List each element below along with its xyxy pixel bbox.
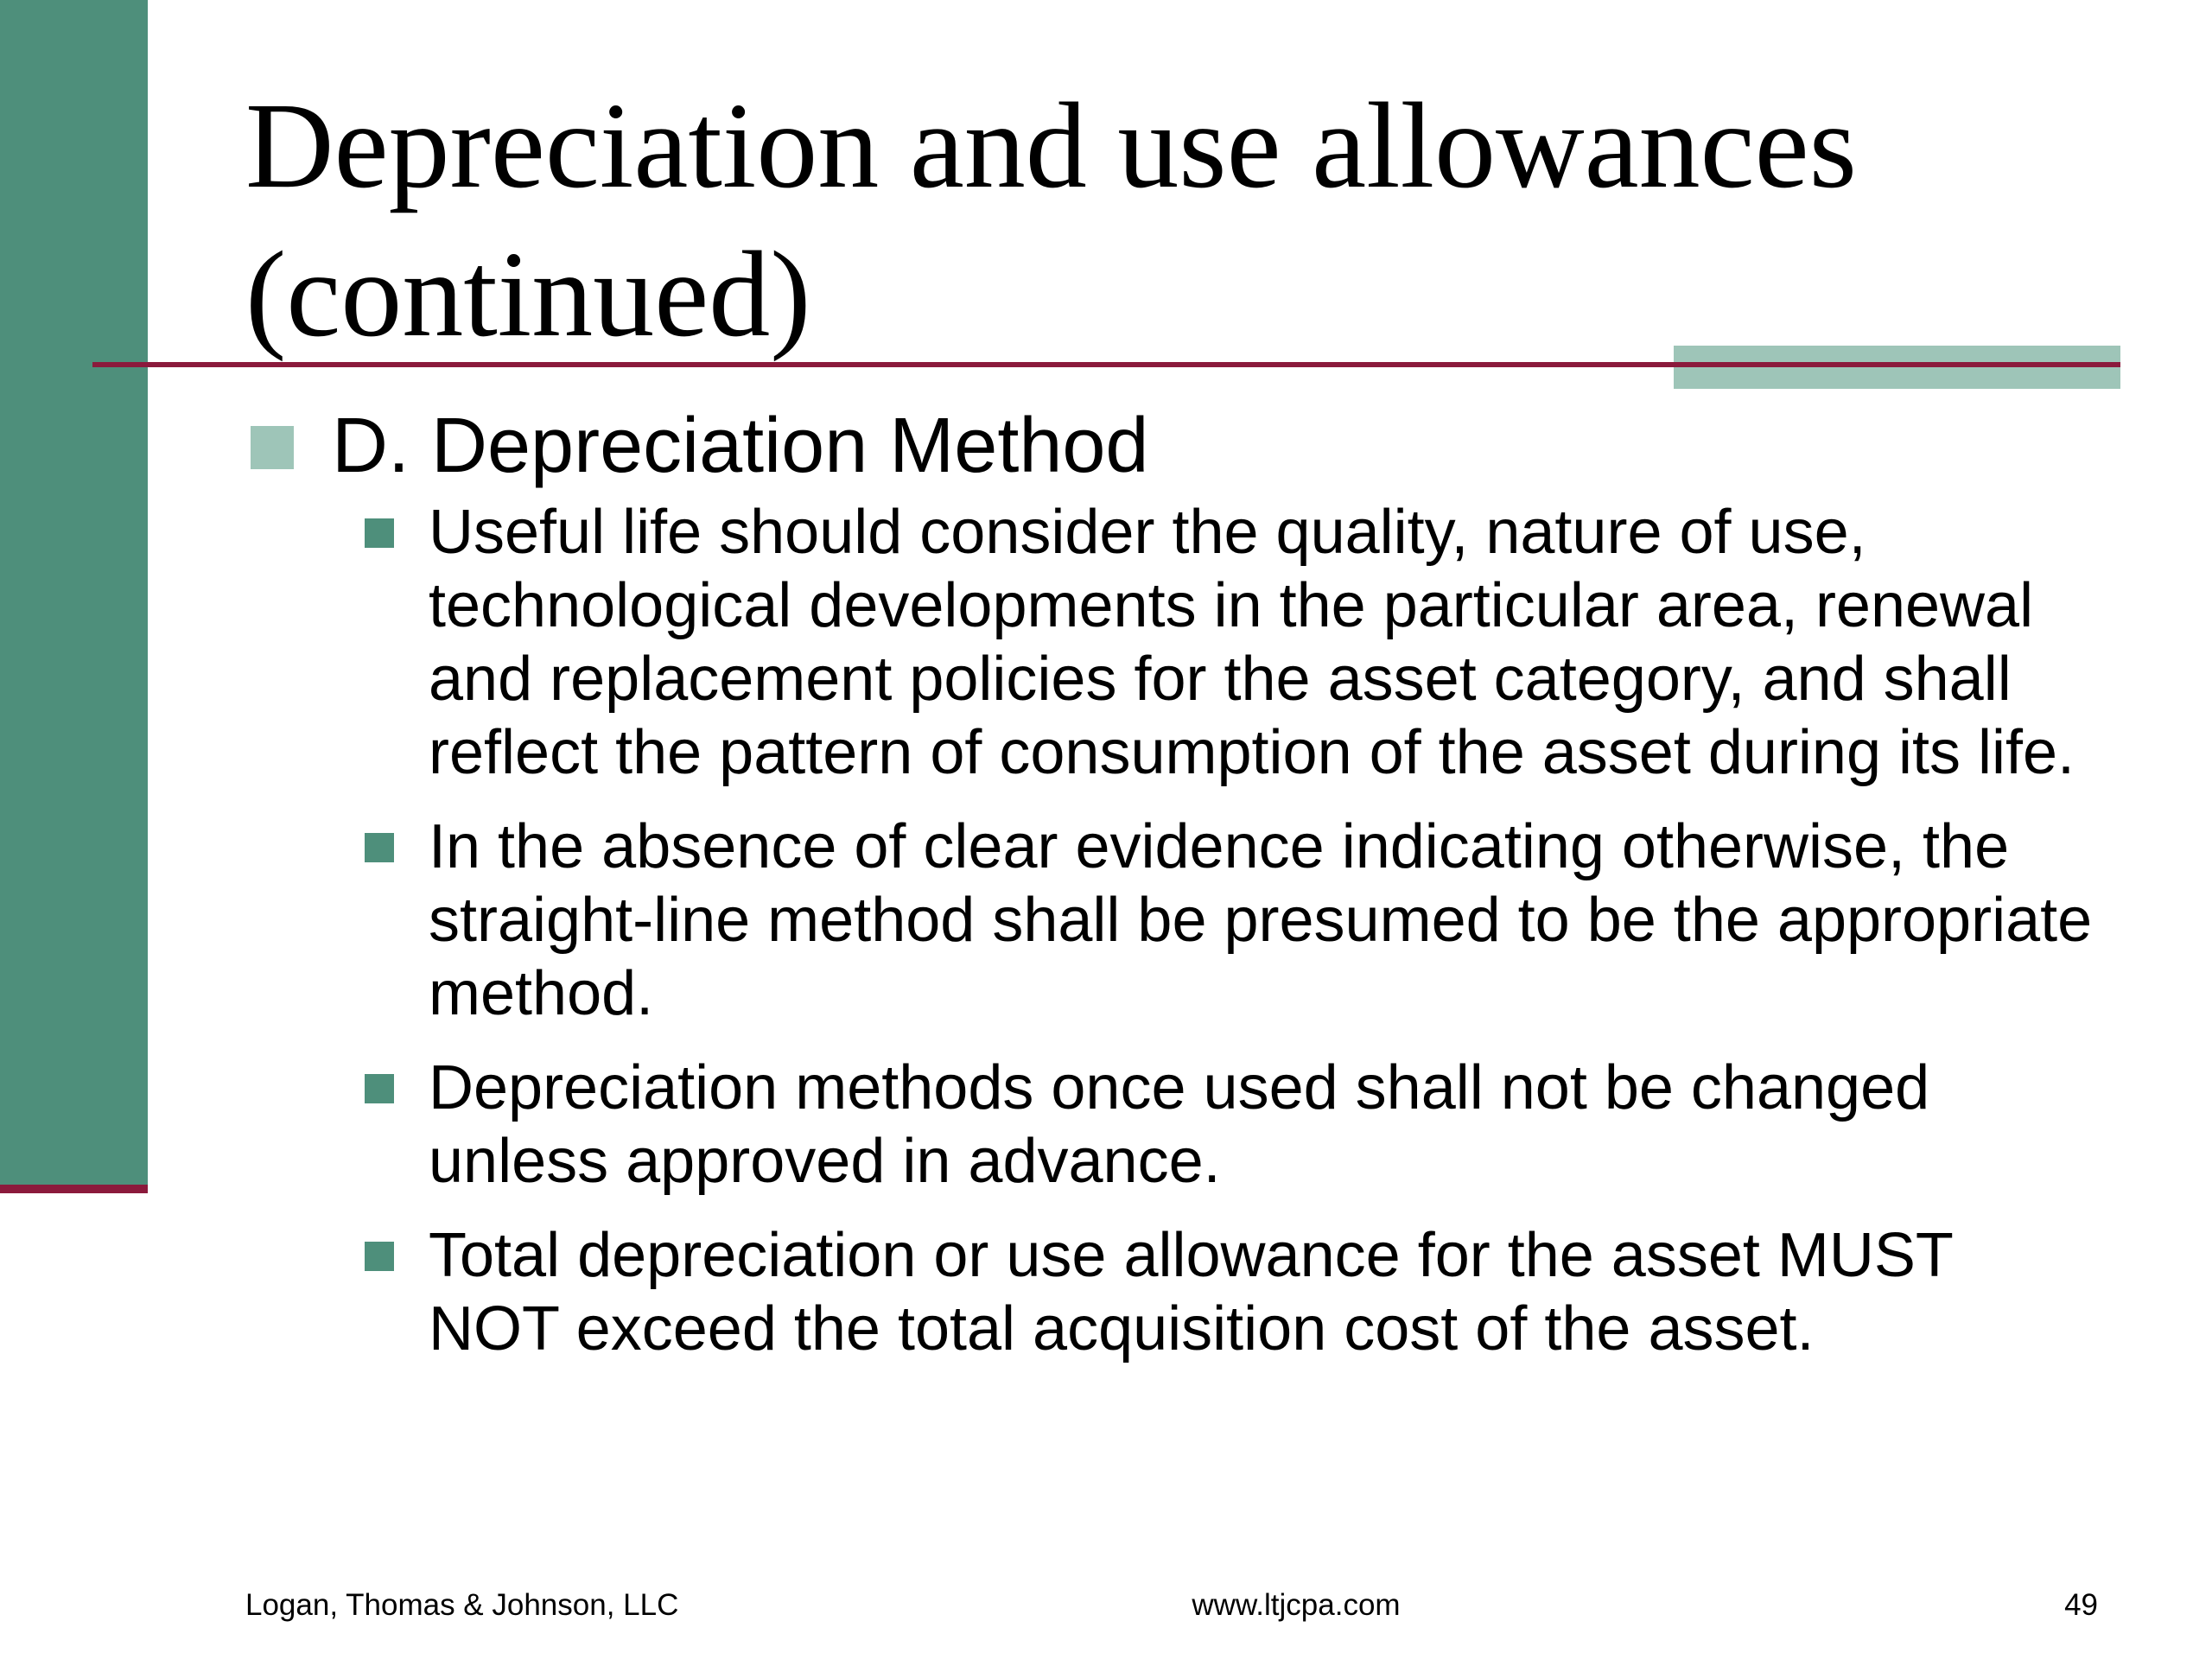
list-item: [365, 810, 2100, 1031]
bullet-text: Total depreciation or use allowance for the asset MUST NOT exceed the total acquisition cost of the asset.: [429, 1221, 1953, 1363]
title-line-2: (continued): [245, 226, 811, 362]
square-bullet-icon: [365, 1074, 394, 1103]
slide-title: [245, 71, 2129, 368]
square-bullet-icon: [251, 426, 294, 469]
page-number: 49: [2064, 1588, 2098, 1622]
bullet-text: Useful life should consider the quality, nature of use, technological developments in the particular area, renewal and replacement policies for the asset category, and shall reflect the pattern of consumption of the asset during its life.: [429, 498, 2075, 787]
left-accent-rule: [0, 1185, 148, 1193]
square-bullet-icon: [365, 1242, 394, 1271]
list-item: [365, 496, 2100, 790]
title-accent-block: [1674, 346, 2120, 389]
title-accent-divider: [1674, 362, 2120, 367]
heading-item: [251, 397, 2100, 494]
bullet-text: Depreciation methods once used shall not be changed unless approved in advance.: [429, 1053, 1930, 1196]
bullet-list: [365, 496, 2100, 1366]
left-accent-bar: [0, 0, 148, 1189]
bullet-text: In the absence of clear evidence indicating otherwise, the straight-line method shall be presumed to be the appropriate method.: [429, 812, 2093, 1028]
list-item: [365, 1219, 2100, 1366]
heading-text: D. Depreciation Method: [332, 403, 1149, 489]
square-bullet-icon: [365, 833, 394, 862]
list-item: [365, 1052, 2100, 1198]
square-bullet-icon: [365, 518, 394, 548]
title-line-1: Depreciation and use allowances: [245, 77, 1857, 213]
footer-company: Logan, Thomas & Johnson, LLC: [245, 1588, 679, 1622]
slide-content: [251, 397, 2100, 1387]
footer-website: www.ltjcpa.com: [1192, 1588, 1401, 1622]
